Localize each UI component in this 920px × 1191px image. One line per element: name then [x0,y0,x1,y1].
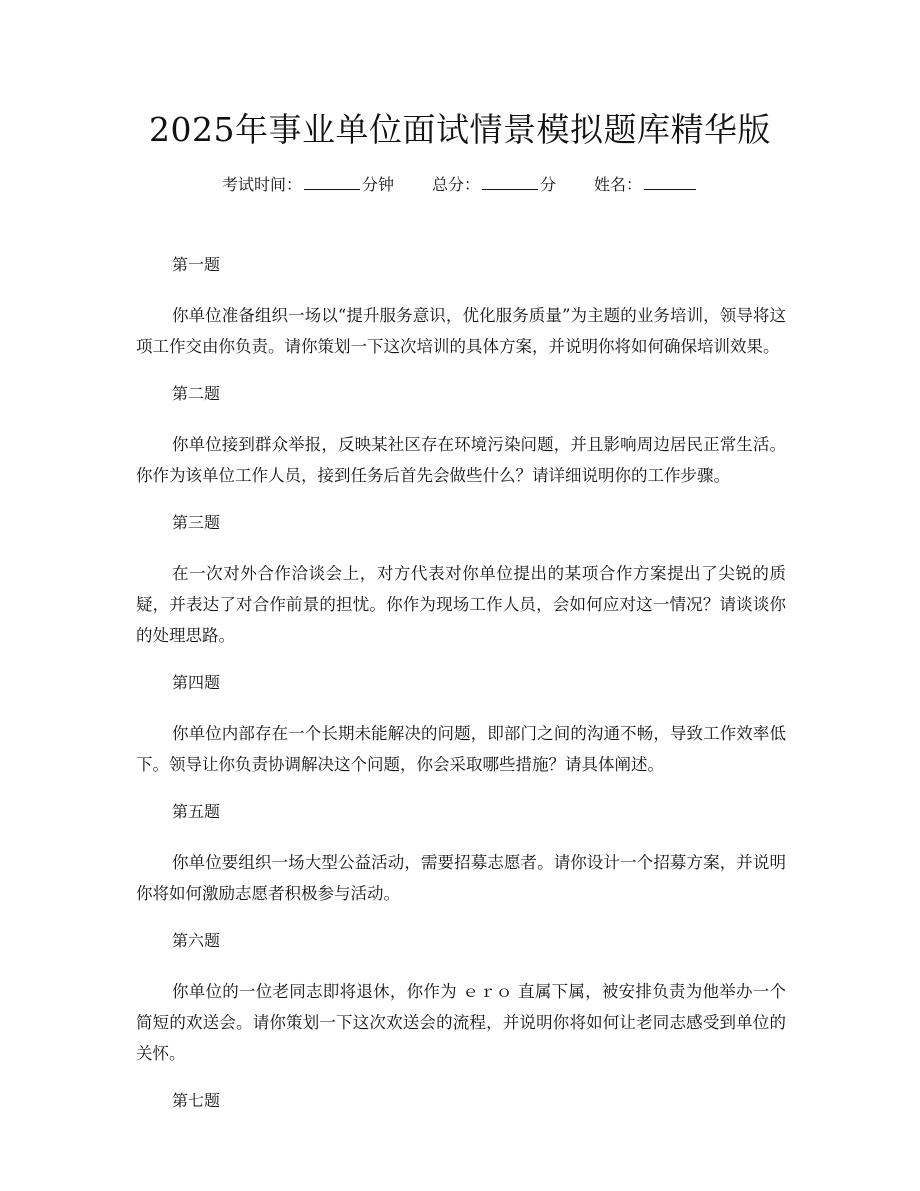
question-heading: 第四题 [172,673,221,692]
question-heading: 第一题 [172,255,221,274]
question-heading: 第六题 [172,931,221,950]
question-text: 你单位的一位老同志即将退休，你作为 ｅｒｏ 直属下属，被安排负责为他举办一个简短的欢送会。请你策划一下这次欢送会的流程，并说明你将如何让老同志感受到单位的关怀。 [136,982,786,1063]
question-text: 你单位接到群众举报，反映某社区存在环境污染问题，并且影响周边居民正常生活。你作为该单位工作人员，接到任务后首先会做些什么？请详细说明你的工作步骤。 [136,435,786,485]
question-heading: 第五题 [172,802,221,821]
question-heading: 第二题 [172,384,221,403]
question-list [136,250,786,1136]
exam-info-line [0,173,920,197]
question-heading: 第三题 [172,513,221,532]
total-score-label: 总分： [431,175,480,194]
exam-time-unit: 分钟 [361,175,394,194]
exam-time-label: 考试时间： [221,175,302,194]
document-title: 2025年事业单位面试情景模拟题库精华版 [149,110,771,149]
question-text: 你单位要组织一场大型公益活动，需要招募志愿者。请你设计一个招募方案，并说明你将如何激励志愿者积极参与活动。 [136,853,786,903]
question-heading: 第七题 [172,1091,221,1110]
question-text: 在一次对外合作洽谈会上，对方代表对你单位提出的某项合作方案提出了尖锐的质疑，并表达了对合作前景的担忧。你作为现场工作人员，会如何应对这一情况？请谈谈你的处理思路。 [136,564,786,645]
name-blank [644,175,696,190]
total-score-blank [482,175,538,190]
total-score-unit: 分 [540,175,557,194]
name-label: 姓名： [594,175,643,194]
question-text: 你单位内部存在一个长期未能解决的问题，即部门之间的沟通不畅，导致工作效率低下。领导让你负责协调解决这个问题，你会采取哪些措施？请具体阐述。 [136,724,786,774]
exam-time-blank [304,175,360,190]
question-text: 你单位准备组织一场以“提升服务意识，优化服务质量”为主题的业务培训，领导将这项工作交由你负责。请你策划一下这次培训的具体方案，并说明你将如何确保培训效果。 [136,306,786,356]
